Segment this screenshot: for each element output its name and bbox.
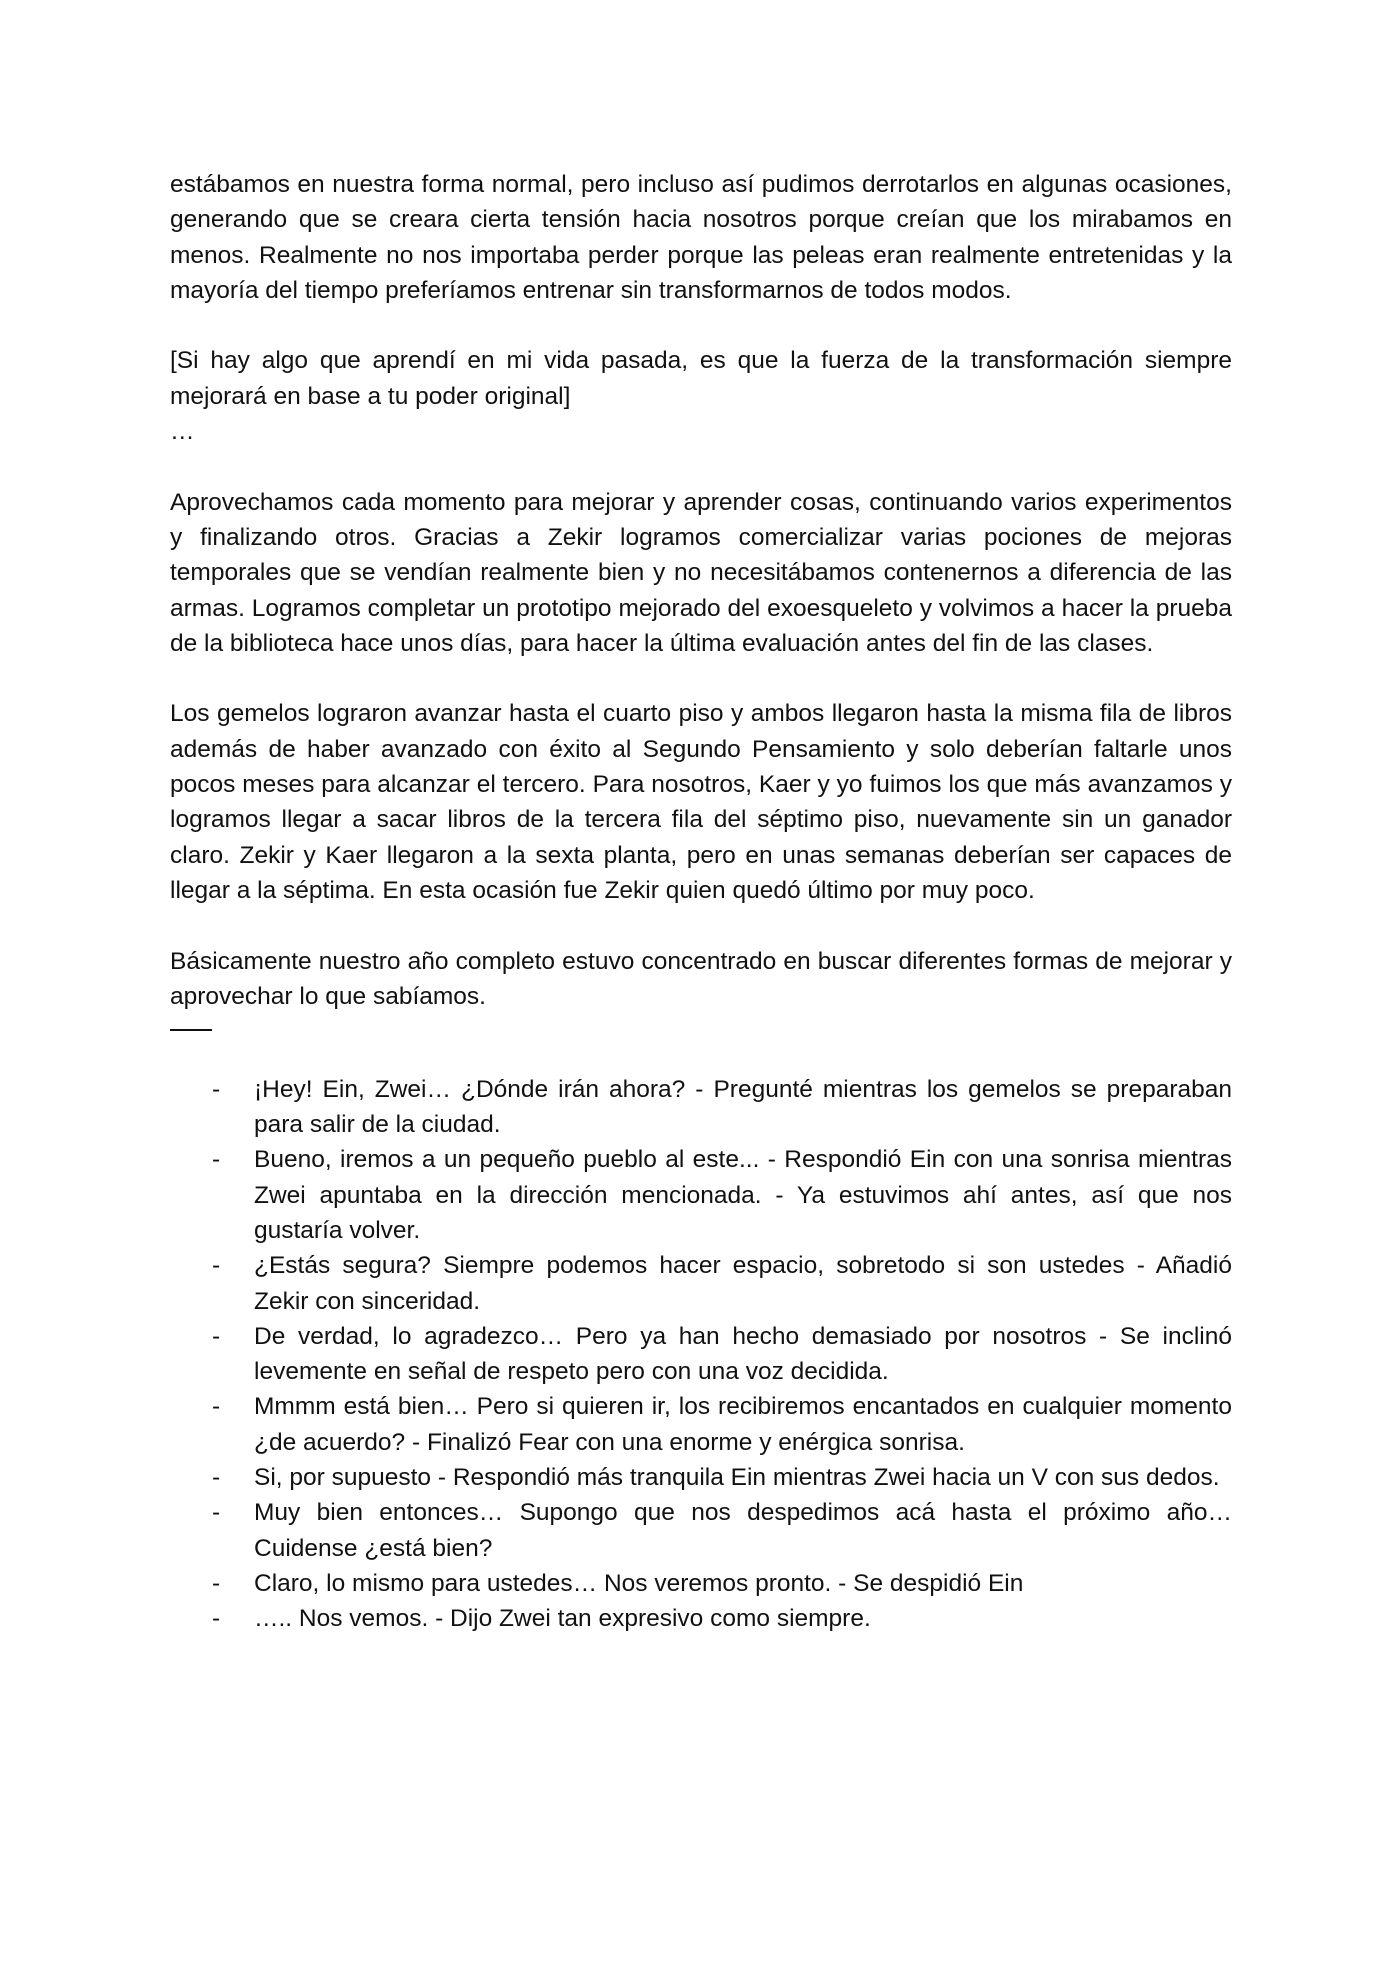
dialog-text: Claro, lo mismo para ustedes… Nos veremos pronto. - Se despidió Ein [254, 1569, 1024, 1597]
dialog-line [170, 1601, 1232, 1636]
dialog-text: De verdad, lo agradezco… Pero ya han hecho demasiado por nosotros - Se inclinó levemente en señal de respeto pero con una voz decidida. [254, 1322, 1232, 1386]
dialog-text: Muy bien entonces… Supongo que nos despedimos acá hasta el próximo año… Cuidense ¿está bien? [254, 1499, 1232, 1562]
dialog-line [170, 1566, 1232, 1601]
dialog-line [170, 1495, 1232, 1566]
dialog-dash: - [212, 1569, 221, 1597]
dialog-dash: - [212, 1499, 221, 1527]
dialog-line [170, 1142, 1232, 1248]
dialog-text: ¿Estás segura? Siempre podemos hacer espacio, sobretodo si son ustedes - Añadió Zekir con sinceridad. [254, 1252, 1232, 1315]
dialog-dash: - [212, 1322, 221, 1350]
dialog-dash: - [212, 1252, 221, 1280]
paragraph-bracket-thought: [Si hay algo que aprendí en mi vida pasada, es que la fuerza de la transformación siempre mejorará en base a tu poder original] [170, 347, 1232, 410]
dialog-text: ….. Nos vemos. - Dijo Zwei tan expresivo como siempre. [254, 1605, 871, 1633]
paragraph-experiments: Aprovechamos cada momento para mejorar y aprender cosas, continuando varios experimentos y finalizando otros. Gracias a Zekir logramos comercializar varias pociones de mejoras temporales que se vendían realmente bien y no necesitábamos contenernos a diferencia de las armas. Logramos completar un prototipo mejorado del exoesqueleto y volvimos a hacer la prueba de la biblioteca hace unos días, para hacer la última evaluación antes del fin de las clases. [170, 488, 1232, 657]
dialog-line [170, 1319, 1232, 1390]
dialog-dash: - [212, 1463, 221, 1491]
paragraph-library-progress: Los gemelos lograron avanzar hasta el cuarto piso y ambos llegaron hasta la misma fila de libros además de haber avanzado con éxito al Segundo Pensamiento y solo deberían faltarle unos pocos meses para alcanzar el tercero. Para nosotros, Kaer y yo fuimos los que más avanzamos y logramos llegar a sacar libros de la tercera fila del séptimo piso, nuevamente sin un ganador claro. Zekir y Kaer llegaron a la sexta planta, pero en unas semanas deberían ser capaces de llegar a la séptima. En esta ocasión fue Zekir quien quedó último por muy poco. [170, 700, 1232, 904]
page-content [170, 167, 1232, 1636]
section-separator [170, 1001, 1232, 1036]
dialog-dash: - [212, 1146, 221, 1174]
ellipsis-line: … [170, 418, 195, 446]
dialog-dash: - [212, 1075, 221, 1103]
dialog-list [170, 1072, 1232, 1637]
dialog-dash: - [212, 1605, 221, 1633]
dialog-text: Bueno, iremos a un pequeño pueblo al este... - Respondió Ein con una sonrisa mientras Zwei apuntaba en la dirección mencionada. - Ya estuvimos ahí antes, así que nos gustaría volver. [254, 1146, 1232, 1244]
dialog-dash: - [212, 1393, 221, 1421]
dialog-text: ¡Hey! Ein, Zwei… ¿Dónde irán ahora? - Pregunté mientras los gemelos se preparaban para salir de la ciudad. [254, 1075, 1232, 1139]
dialog-line [170, 1389, 1232, 1460]
separator-line [170, 1029, 212, 1031]
dialog-text: Mmmm está bien… Pero si quieren ir, los recibiremos encantados en cualquier momento ¿de acuerdo? - Finalizó Fear con una enorme y enérgica sonrisa. [254, 1393, 1232, 1456]
dialog-line [170, 1460, 1232, 1495]
dialog-text: Si, por supuesto - Respondió más tranquila Ein mientras Zwei hacia un V con sus dedos. [254, 1463, 1220, 1491]
paragraph-year-summary: Básicamente nuestro año completo estuvo concentrado en buscar diferentes formas de mejorar y aprovechar lo que sabíamos. [170, 947, 1232, 1010]
paragraph-training: estábamos en nuestra forma normal, pero incluso así pudimos derrotarlos en algunas ocasiones, generando que se creara cierta tensión hacia nosotros porque creían que los mirabamos en menos. Realmente no nos importaba perder porque las peleas eran realmente entretenidas y la mayoría del tiempo preferíamos entrenar sin transformarnos de todos modos. [170, 171, 1232, 304]
dialog-line [170, 1248, 1232, 1319]
dialog-line [170, 1072, 1232, 1143]
